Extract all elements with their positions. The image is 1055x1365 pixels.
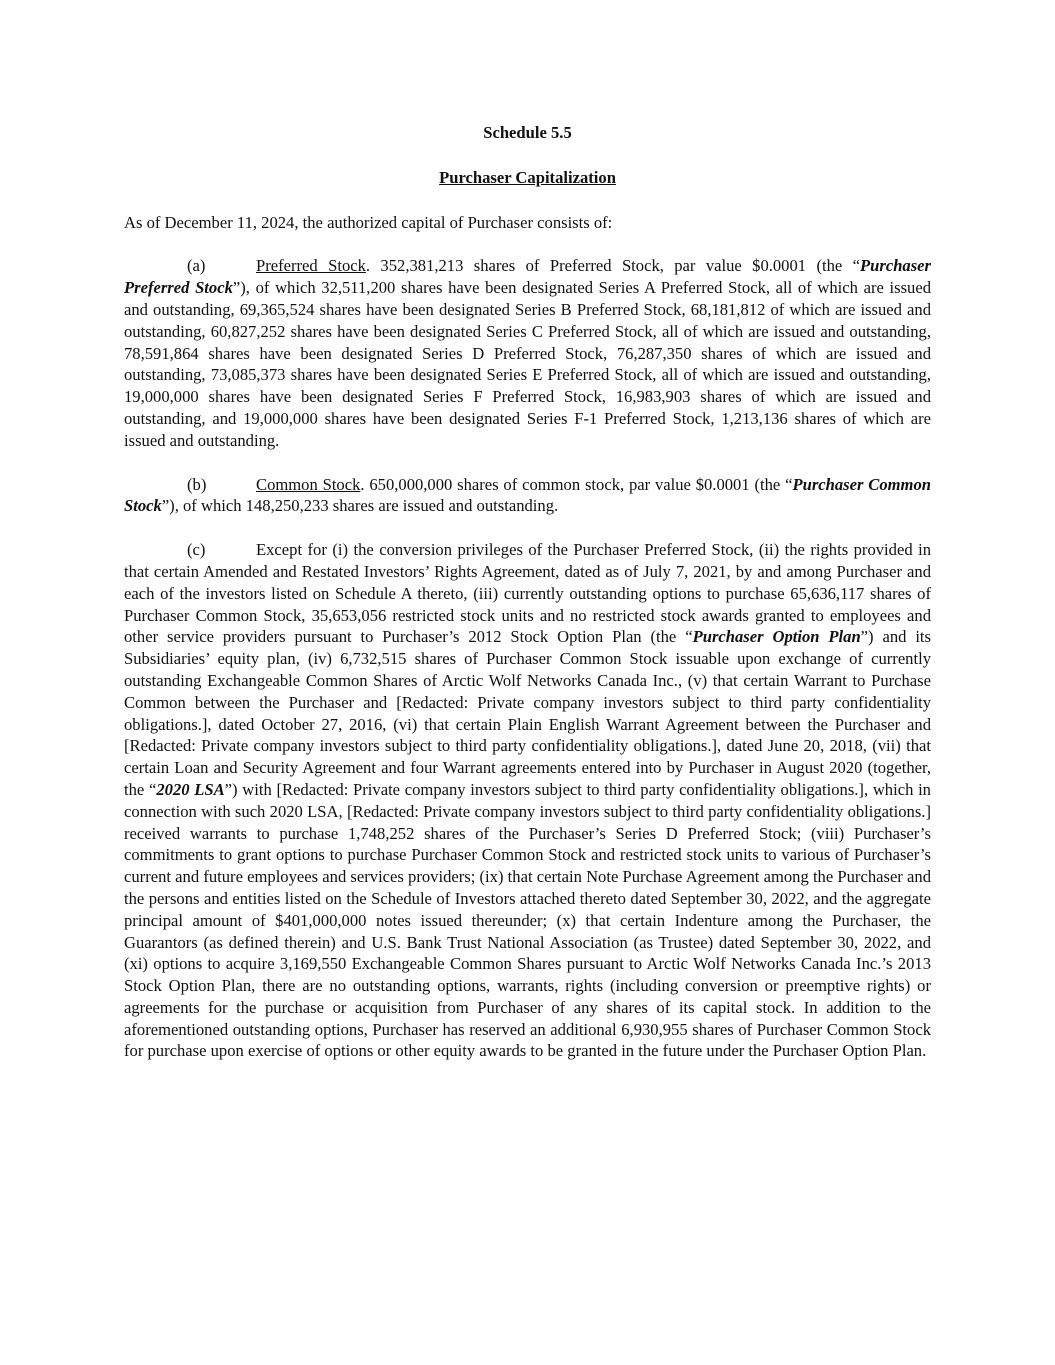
paragraph-a-defined-term: Purchaser Preferred Stock: [124, 256, 931, 298]
paragraph-b-text-2: ”), of which 148,250,233 shares are issued and outstanding.: [161, 496, 559, 516]
paragraph-c-label: (c): [187, 540, 206, 560]
schedule-title: Schedule 5.5: [483, 123, 572, 142]
paragraph-c-defined-term-2: 2020 LSA: [156, 779, 225, 799]
paragraph-c-text-2: ”) and its Subsidiaries’ equity plan, (iv) 6,732,515 shares of Purchaser Common Stock issuable upon exchange of currently outstanding Exchangeable Common Shares of Arctic Wolf Networks Canada Inc., (v) that certain Warrant to Purchase Common between the Purchaser and [Redacted: Private company investors subject to third party confidentiality obligations.], dated October 27, 2016, (vi) that certain Plain English Warrant Agreement between the Purchaser and [Redacted: Private company investors subject to third party confidentiality obligations.], dated June 20, 2018, (vii) that certain Loan and Security Agreement and four Warrant agreements entered into by Purchaser in August 2020 (together, the “: [124, 627, 932, 799]
paragraph-a-text-2: ”), of which 32,511,200 shares have been designated Series A Preferred Stock, all of which are issued and outstanding, 69,365,524 shares have been designated Series B Preferred Stock, 68,181,812 of which are issued and outstanding, 60,827,252 shares have been designated Series C Preferred Stock, all of which are issued and outstanding, 78,591,864 shares have been designated Series D Preferred Stock, 76,287,350 shares of which are issued and outstanding, 73,085,373 shares have been designated Series E Preferred Stock, all of which are issued and outstanding, 19,000,000 shares have been designated Series F Preferred Stock, 16,983,903 shares of which are issued and outstanding, and 19,000,000 shares have been designated Series F-1 Preferred Stock, 1,213,136 shares of which are issued and outstanding.: [124, 278, 932, 450]
paragraph-b-defined-term: Purchaser Common Stock: [124, 474, 931, 516]
paragraph-a-text-1: . 352,381,213 shares of Preferred Stock, par value $0.0001 (the “: [365, 256, 860, 276]
paragraph-c-text-1: Except for (i) the conversion privileges of the Purchaser Preferred Stock, (ii) the rights provided in that certain Amended and Restated Investors’ Rights Agreement, dated as of July 7, 2021, by and among Purchaser and each of the investors listed on Schedule A thereto, (iii) currently outstanding options to purchase 65,636,117 shares of Purchaser Common Stock, 35,653,056 restricted stock units and no restricted stock awards granted to employees and other service providers pursuant to Purchaser’s 2012 Stock Option Plan (the “: [124, 540, 931, 647]
paragraph-b-heading: Common Stock: [256, 474, 361, 494]
paragraph-c-defined-term-1: Purchaser Option Plan: [692, 627, 861, 647]
paragraph-a-label: (a): [187, 256, 206, 276]
paragraph-b-label: (b): [187, 474, 207, 494]
paragraph-b-text-1: . 650,000,000 shares of common stock, par value $0.0001 (the “: [360, 474, 793, 494]
paragraph-a: [124, 255, 931, 451]
paragraph-b: [124, 474, 931, 518]
paragraph-a-heading: Preferred Stock: [256, 256, 366, 276]
schedule-subtitle: Purchaser Capitalization: [439, 167, 616, 187]
document-page: [124, 122, 931, 1062]
paragraph-c-text-3: ”) with [Redacted: Private company investors subject to third party confidentiality obligations.], which in connection with such 2020 LSA, [Redacted: Private company investors subject to third party confidentiality obligations.] received warrants to purchase 1,748,252 shares of the Purchaser’s Series D Preferred Stock; (viii) Purchaser’s commitments to grant options to purchase Purchaser Common Stock and restricted stock units to various of Purchaser’s current and future employees and services providers; (ix) that certain Note Purchase Agreement among the Purchaser and the persons and entities listed on the Schedule of Investors attached thereto dated September 30, 2022, and the aggregate principal amount of $401,000,000 notes issued thereunder; (x) that certain Indenture among the Purchaser, the Guarantors (as defined therein) and U.S. Bank Trust National Association (as Trustee) dated September 30, 2022, and (xi) options to acquire 3,169,550 Exchangeable Common Shares pursuant to Arctic Wolf Networks Canada Inc.’s 2013 Stock Option Plan, there are no outstanding options, warrants, rights (including conversion or preemptive rights) or agreements for the purchase or acquisition from Purchaser of any shares of its capital stock. In addition to the aforementioned outstanding options, Purchaser has reserved an additional 6,930,955 shares of Purchaser Common Stock for purchase upon exercise of options or other equity awards to be granted in the future under the Purchaser Option Plan.: [124, 779, 931, 1061]
paragraph-c: [124, 539, 931, 1062]
intro-text: As of December 11, 2024, the authorized capital of Purchaser consists of:: [124, 212, 613, 232]
